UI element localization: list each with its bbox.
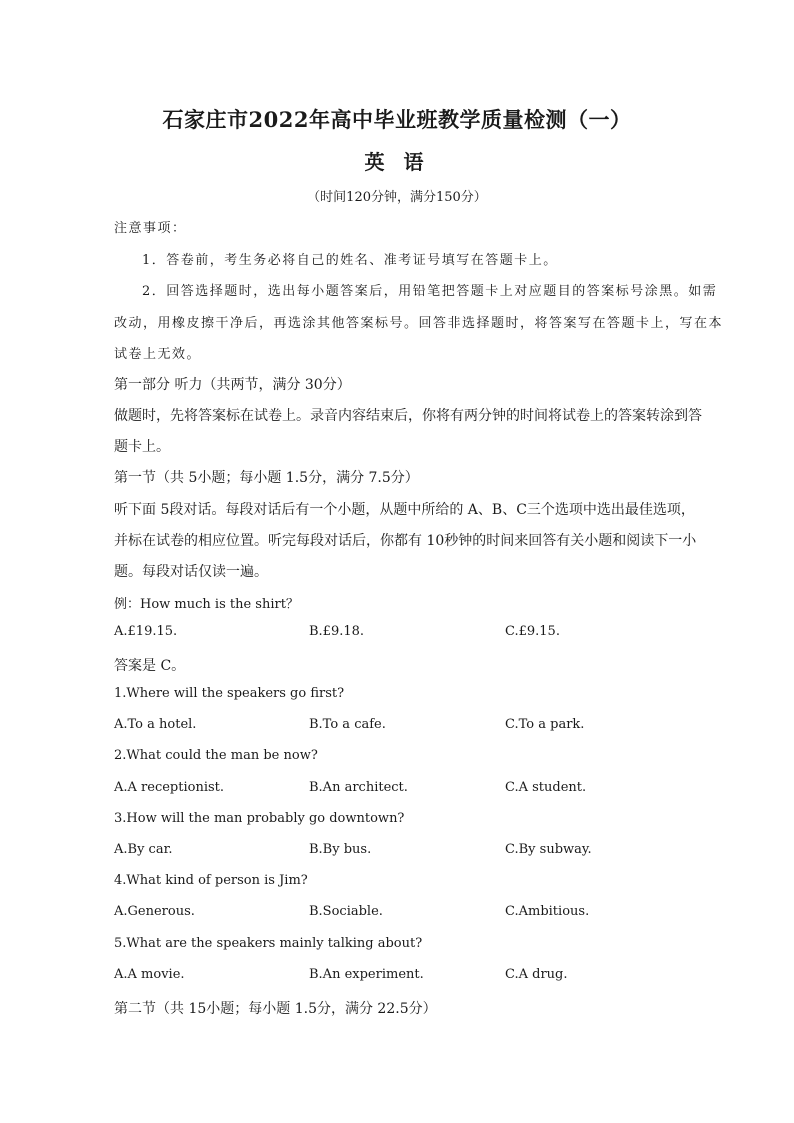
question-2-option-c: C.A student. xyxy=(505,780,587,795)
question-2-option-b: B.An architect. xyxy=(309,780,408,795)
question-4-option-b: B.Sociable. xyxy=(309,904,383,919)
question-3-option-b: B.By bus. xyxy=(309,842,372,857)
section1-instruction-line-3: 题。每段对话仅读一遍。 xyxy=(114,564,268,580)
question-3-stem: 3.How will the man probably go downtown? xyxy=(114,811,405,826)
note-item-2-line-3: 试卷上无效。 xyxy=(114,347,202,362)
question-5-option-a: A.A movie. xyxy=(114,967,185,982)
section1-instruction-line-2: 并标在试卷的相应位置。听完每段对话后，你都有 10秒钟的时间来回答有关小题和阅读下一小 xyxy=(114,533,697,549)
time-note: （时间120分钟，满分150分） xyxy=(307,190,487,205)
example-option-c: C.£9.15. xyxy=(505,624,560,639)
question-1-option-a: A.To a hotel. xyxy=(114,717,197,732)
part1-heading: 第一部分 听力（共两节，满分 30分） xyxy=(114,377,351,393)
question-2-stem: 2.What could the man be now? xyxy=(114,748,318,763)
question-5-stem: 5.What are the speakers mainly talking about? xyxy=(114,936,423,951)
question-1-stem: 1.Where will the speakers go first? xyxy=(114,686,345,701)
question-1-option-c: C.To a park. xyxy=(505,717,585,732)
note-item-2-line-2: 改动，用橡皮擦干净后，再选涂其他答案标号。回答非选择题时，将答案写在答题卡上，写在本 xyxy=(114,316,724,331)
question-2-option-a: A.A receptionist. xyxy=(114,780,225,795)
section1-heading: 第一节（共 5小题；每小题 1.5分，满分 7.5分） xyxy=(114,470,419,486)
question-3-option-a: A.By car. xyxy=(114,842,173,857)
notes-heading: 注意事项： xyxy=(114,221,187,236)
question-4-stem: 4.What kind of person is Jim? xyxy=(114,873,308,888)
question-3-option-c: C.By subway. xyxy=(505,842,592,857)
question-4-option-c: C.Ambitious. xyxy=(505,904,590,919)
subject-title: 英 语 xyxy=(364,150,430,174)
section1-instruction-line-1: 听下面 5段对话。每段对话后有一个小题，从题中所给的 A、B、C三个选项中选出最佳选项， xyxy=(114,502,695,518)
part1-instruction-line-1: 做题时，先将答案标在试卷上。录音内容结束后，你将有两分钟的时间将试卷上的答案转涂到答 xyxy=(114,408,702,424)
example-option-b: B.£9.18. xyxy=(309,624,365,639)
part1-instruction-line-2: 题卡上。 xyxy=(114,439,170,455)
question-4-option-a: A.Generous. xyxy=(114,904,195,919)
example-answer: 答案是 C。 xyxy=(114,658,186,674)
exam-title: 石家庄市2022年高中毕业班教学质量检测（一） xyxy=(162,107,632,132)
example-option-a: A.£19.15. xyxy=(114,624,178,639)
example-question: 例：How much is the shirt？ xyxy=(114,597,299,612)
section2-heading: 第二节（共 15小题；每小题 1.5分，满分 22.5分） xyxy=(114,1001,437,1017)
question-5-option-b: B.An experiment. xyxy=(309,967,424,982)
question-5-option-c: C.A drug. xyxy=(505,967,568,982)
note-item-1: 1．答卷前，考生务必将自己的姓名、准考证号填写在答题卡上。 xyxy=(142,253,558,268)
note-item-2-line-1: 2．回答选择题时，选出每小题答案后，用铅笔把答题卡上对应题目的答案标号涂黑。如需 xyxy=(142,284,718,299)
question-1-option-b: B.To a cafe. xyxy=(309,717,386,732)
